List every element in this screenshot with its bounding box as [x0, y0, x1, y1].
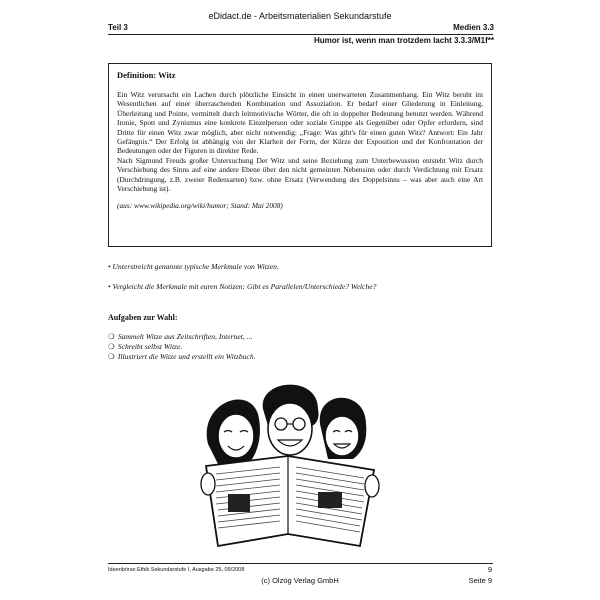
definition-title: Definition: Witz: [117, 70, 176, 80]
instruction-bullet: • Vergleicht die Merkmale mit euren Notizen: Gibt es Parallelen/Unterschiede? Welche?: [108, 282, 377, 291]
task-item: ❍ Illustriert die Witze und erstellt ein Witzbuch.: [108, 352, 256, 361]
definition-paragraph: Ein Witz verursacht ein Lachen durch plötzliche Einsicht in einen unerwarteten Zusammenhang. Ein Witz beruht im Wesentlichen auf einer überraschenden Kombination und Assoziation. Er bedarf einer Gliederung in Einleitung, Überleitung und Pointe, vermittelt durch leitmotivische Wörter, die oft in doppelter Bedeutung benutzt werden. Während Ironie, Spott und Zynismus eine konkrete Einzelperson oder soziale Gruppe als Gegenüber oder Opfer erfordern, sind Dritte für einen Witz zwar möglich, aber nicht notwendig: „Frage: Was gibt's für einen guten Witz? Antwort: Ein Jahr Gefängnis.“ Der Erfolg ist abhängig von der Klarheit der Form, der Kürze der Exposition und der Konfrontation der Bedeutungen oder der Figuren in direkter Rede.: [117, 90, 483, 156]
task-list: [108, 332, 256, 362]
worksheet-subtitle: Humor ist, wenn man trotzdem lacht 3.3.3/M1f**: [313, 36, 494, 45]
section-label: Medien 3.3: [453, 23, 494, 32]
footer-publication: Ideenbörse Ethik Sekundarstufe I, Ausgabe 25, 09/2008: [108, 567, 245, 573]
footer-publisher: (c) Olzog Verlag GmbH: [261, 576, 339, 585]
definition-source: (aus: www.wikipedia.org/wiki/humor; Stand: Mai 2008): [117, 201, 283, 211]
circle-bullet-icon: ❍: [108, 352, 115, 361]
site-title: eDidact.de - Arbeitsmaterialien Sekundarstufe: [208, 11, 392, 21]
three-people-reading-newspaper-icon: [188, 374, 388, 550]
task-item: ❍ Schreibt selbst Witze.: [108, 342, 183, 351]
instruction-bullet: • Unterstreicht genannte typische Merkmale von Witzen.: [108, 262, 279, 271]
part-label: Teil 3: [108, 23, 128, 32]
circle-bullet-icon: ❍: [108, 342, 115, 351]
footer-divider: [108, 563, 493, 564]
circle-bullet-icon: ❍: [108, 332, 115, 341]
tasks-heading: Aufgaben zur Wahl:: [108, 313, 178, 322]
header-divider: [108, 34, 493, 35]
task-item: ❍ Sammelt Witze aus Zeitschriften, Internet, ...: [108, 332, 253, 341]
footer-page-number: 9: [487, 565, 492, 574]
definition-box: [108, 63, 492, 247]
definition-paragraph: Nach Sigmund Freuds großer Untersuchung Der Witz und seine Beziehung zum Unterbewussten entsteht Witz durch Verschiebung des Sinns auf eine andere Ebene über den nicht gemeinten Nebensinn oder durch Verdichtung mit Ersatz (Durchdringung, z.B. zweier Redensarten) bzw. ohne Ersatz (Verwendung des Doppelsinns – was aber auch eine Art Verschiebung ist).: [117, 155, 483, 194]
footer-page-label: Seite 9: [468, 576, 492, 585]
